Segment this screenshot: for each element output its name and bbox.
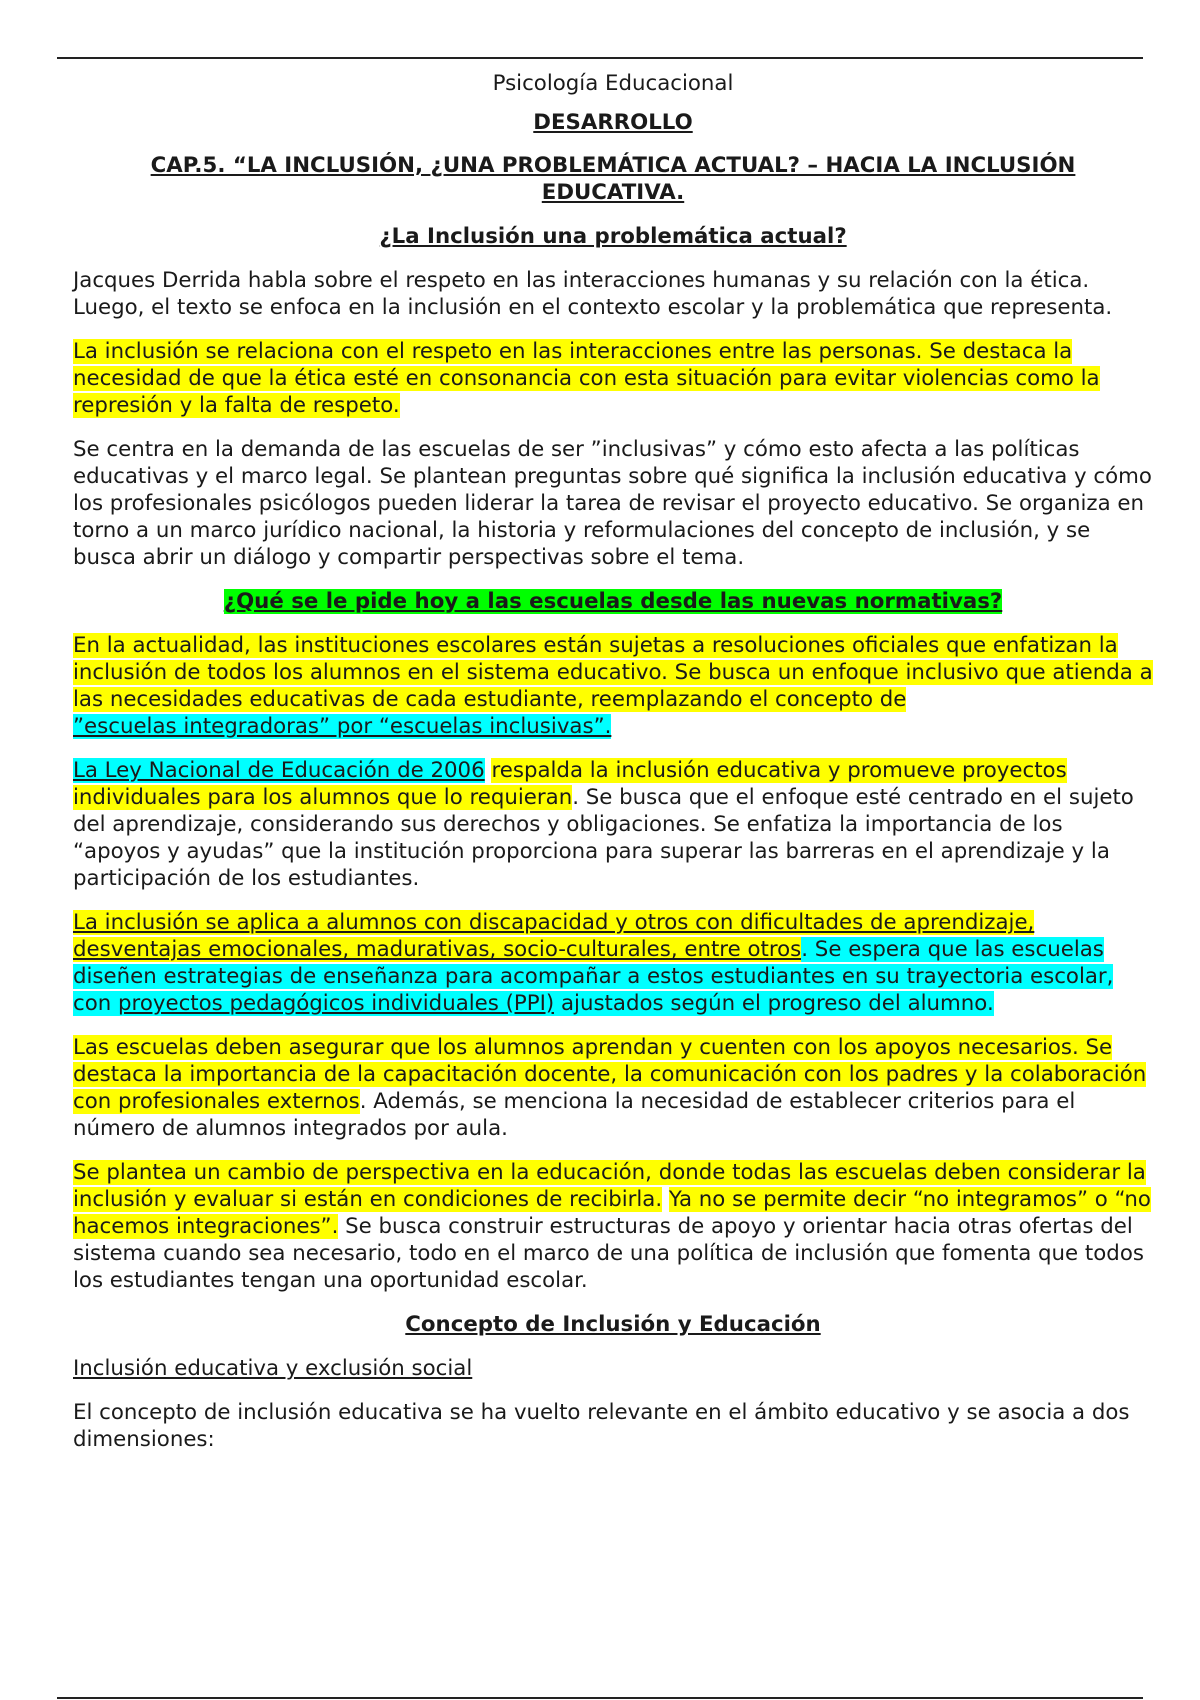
paragraph-discapacidad [73,909,1153,1017]
paragraph-perspectiva [73,1159,1153,1294]
subsection-heading-exclusion: Inclusión educativa y exclusión social [73,1356,473,1381]
plain-text: Se busca construir estructuras de apoyo y orientar hacia otras ofertas del sistema cuando sea necesario, todo en el marco de una política de inclusión que fomenta que todos los estudiantes tengan una oportunidad escolar. [73,1214,1144,1293]
highlight-cyan: ”escuelas integradoras” por “escuelas inclusivas”. [73,714,612,739]
highlight-yellow: La inclusión se relaciona con el respeto en las interacciones entre las personas. Se destaca la necesidad de que la ética esté en consonancia con esta situación para evitar violencias como la represión y la falta de respeto. [73,339,1100,418]
paragraph-derrida: Jacques Derrida habla sobre el respeto en las interacciones humanas y su relación con la ética. Luego, el texto se enfoca en la inclusión en el contexto escolar y la problemática que representa. [73,268,1113,320]
highlight-yellow: respalda la inclusión educativa y promueve proyectos individuales para los alumnos que lo requieran [73,758,1067,810]
highlight-yellow: Ya no se permite decir “no integramos” o “no hacemos integraciones”. [73,1187,1151,1239]
highlight-yellow: Se plantea un cambio de perspectiva en la educación, donde todas las escuelas deben considerar la inclusión y evaluar si están en condiciones de recibirla. [73,1160,1146,1212]
page-header: Psicología Educacional [492,71,734,96]
section-heading-normativas [73,588,1153,615]
highlight-cyan: ajustados según el progreso del alumno. [561,991,994,1016]
section-heading-concepto: Concepto de Inclusión y Educación [405,1312,821,1337]
paragraph-concepto: El concepto de inclusión educativa se ha vuelto relevante en el ámbito educativo y se asocia a dos dimensiones: [73,1400,1130,1452]
paragraph-demanda: Se centra en la demanda de las escuelas de ser ”inclusivas” y cómo esto afecta a las políticas educativas y el marco legal. Se plantean preguntas sobre qué significa la inclusión educativa y cómo los profesionales psicólogos pueden liderar la tarea de revisar el proyecto educativo. Se organiza en torno a un marco jurídico nacional, la historia y reformulaciones del concepto de inclusión, y se busca abrir un diálogo y compartir perspectivas sobre el tema. [73,437,1152,570]
plain-text: . Se busca que el enfoque esté centrado en el sujeto del aprendizaje, considerando sus derechos y obligaciones. Se enfatiza la importancia de los “apoyos y ayudas” que la institución proporciona para superar las barreras en el aprendizaje y la participación de los estudiantes. [73,785,1134,891]
document-page [73,70,1153,1470]
highlight-green: ¿Qué se le pide hoy a las escuelas desde las nuevas normativas? [223,589,1003,614]
chapter-heading: CAP.5. “LA INCLUSIÓN, ¿UNA PROBLEMÁTICA ACTUAL? – HACIA LA INCLUSIÓN EDUCATIVA. [150,153,1076,205]
paragraph-respeto [73,338,1153,419]
plain-text: . Además, se menciona la necesidad de establecer criterios para el número de alumnos integrados por aula. [73,1089,1076,1141]
highlight-yellow: En la actualidad, las instituciones escolares están sujetas a resoluciones oficiales que enfatizan la inclusión de todos los alumnos en el sistema educativo. Se busca un enfoque inclusivo que atienda a las necesidades educativas de cada estudiante, reemplazando el concepto de [73,633,1153,712]
highlight-cyan-underlined: proyectos pedagógicos individuales (PPI) [118,991,555,1016]
paragraph-ley-nacional [73,757,1153,892]
paragraph-apoyos [73,1034,1153,1142]
top-rule [57,57,1143,59]
document-title: DESARROLLO [533,110,693,135]
section-heading-problematica: ¿La Inclusión una problemática actual? [379,224,847,249]
paragraph-actualidad [73,632,1153,740]
bottom-rule [57,1697,1143,1699]
highlight-cyan: La Ley Nacional de Educación de 2006 [73,758,485,783]
highlight-yellow: Las escuelas deben asegurar que los alumnos aprendan y cuenten con los apoyos necesarios. Se destaca la importancia de la capacitación docente, la comunicación con los padres y la colaboración con profesionales externos [73,1035,1147,1114]
highlight-cyan: . Se espera que las escuelas diseñen estrategias de enseñanza para acompañar a estos estudiantes en su trayectoria escolar, con [73,937,1114,1016]
highlight-yellow: La inclusión se aplica a alumnos con discapacidad y otros con dificultades de aprendizaje, desventajas emocionales, madurativas, socio-culturales, entre otros [73,910,1035,962]
